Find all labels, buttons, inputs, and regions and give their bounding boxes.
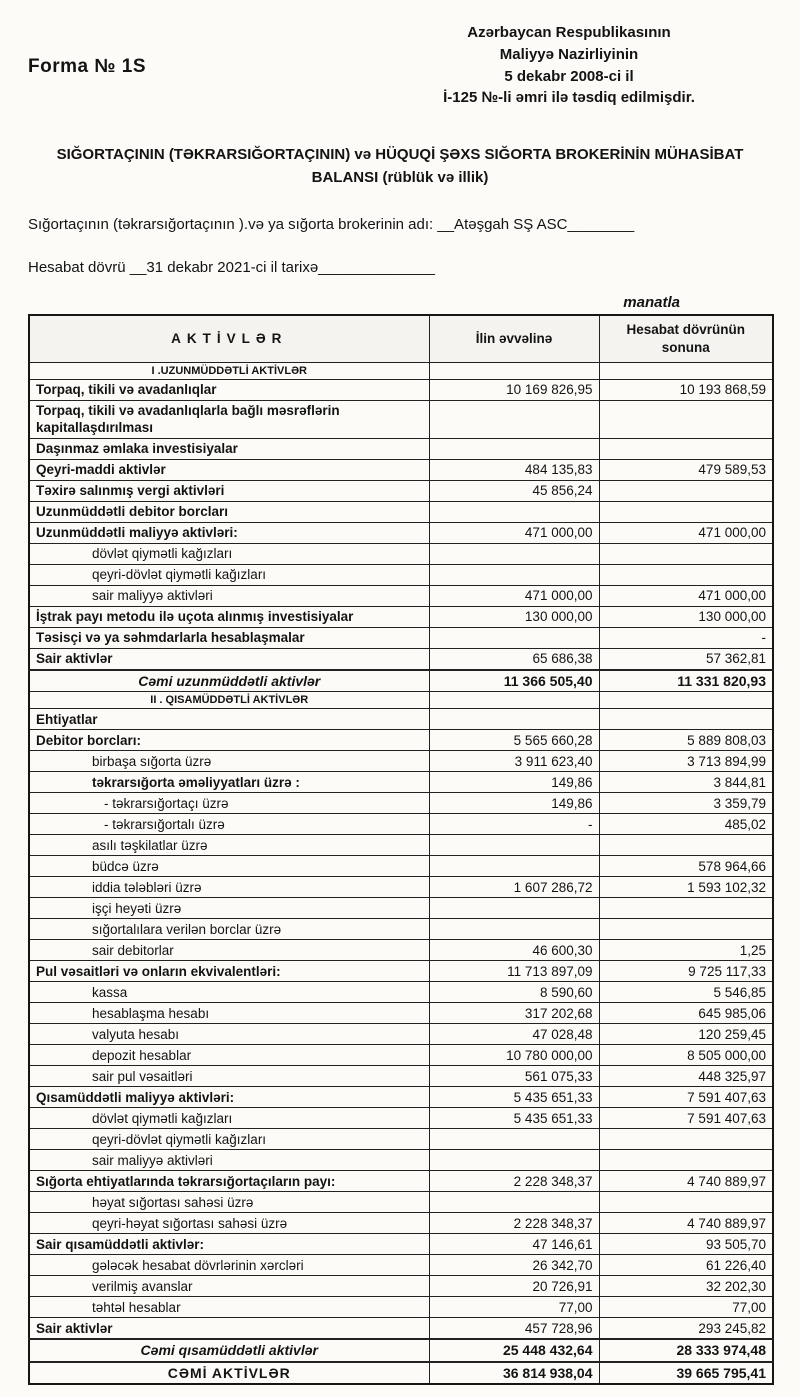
value-period-end: 10 193 868,59: [599, 379, 773, 400]
row-label: həyat sığortası sahəsi üzrə: [29, 1192, 429, 1213]
table-row: [29, 606, 773, 627]
report-period-label: Hesabat dövrü: [28, 258, 126, 276]
row-label: sığortalılara verilən borclar üzrə: [29, 919, 429, 940]
value-year-start: [429, 898, 599, 919]
row-label: sair debitorlar: [29, 940, 429, 961]
value-period-end: 578 964,66: [599, 856, 773, 877]
value-year-start: 26 342,70: [429, 1255, 599, 1276]
row-label: Qısamüddətli maliyyə aktivləri:: [29, 1087, 429, 1108]
value-period-end: 471 000,00: [599, 522, 773, 543]
value-year-start: 45 856,24: [429, 480, 599, 501]
approval-line: Maliyyə Nazirliyinin: [499, 45, 639, 63]
value-period-end: [599, 919, 773, 940]
value-period-end: [599, 709, 773, 730]
section-row: [29, 692, 773, 709]
value-year-start: 47 146,61: [429, 1234, 599, 1255]
row-label: işçi heyəti üzrə: [29, 898, 429, 919]
value-period-end: [599, 564, 773, 585]
value-period-end: 7 591 407,63: [599, 1108, 773, 1129]
row-label: Debitor borcları:: [29, 730, 429, 751]
report-period-value: __31 dekabr 2021-ci il tarixə______________: [129, 258, 435, 276]
table-row: [29, 379, 773, 400]
table-row: [29, 1129, 773, 1150]
insurer-name-label: Sığortaçının (təkrarsığortaçının ).və ya sığorta brokerinin adı:: [28, 215, 434, 233]
row-label: Ehtiyatlar: [29, 709, 429, 730]
value-year-start: 561 075,33: [429, 1066, 599, 1087]
value-year-start: [429, 400, 599, 438]
row-label: gələcək hesabat dövrlərinin xərcləri: [29, 1255, 429, 1276]
table-header-row: [29, 315, 773, 363]
value-period-end: 39 665 795,41: [599, 1362, 773, 1384]
row-label: - təkrarsığortaçı üzrə: [29, 793, 429, 814]
balance-sheet-table: [28, 314, 774, 1385]
value-period-end: [599, 1129, 773, 1150]
table-row: [29, 1087, 773, 1108]
row-label: Sair qısamüddətli aktivlər:: [29, 1234, 429, 1255]
value-year-start: [429, 362, 599, 379]
value-period-end: 485,02: [599, 814, 773, 835]
row-label: Uzunmüddətli debitor borcları: [29, 501, 429, 522]
value-year-start: [429, 1150, 599, 1171]
form-number-label: Forma № 1S: [28, 56, 147, 77]
value-year-start: [429, 543, 599, 564]
value-period-end: 7 591 407,63: [599, 1087, 773, 1108]
value-year-start: 36 814 938,04: [429, 1362, 599, 1384]
value-period-end: 5 889 808,03: [599, 730, 773, 751]
value-year-start: 2 228 348,37: [429, 1171, 599, 1192]
row-label: depozit hesablar: [29, 1045, 429, 1066]
table-row: [29, 1066, 773, 1087]
value-period-end: 57 362,81: [599, 648, 773, 670]
value-period-end: 3 359,79: [599, 793, 773, 814]
value-period-end: 4 740 889,97: [599, 1213, 773, 1234]
value-period-end: [599, 898, 773, 919]
value-period-end: 645 985,06: [599, 1003, 773, 1024]
value-period-end: [599, 362, 773, 379]
value-period-end: 11 331 820,93: [599, 670, 773, 692]
value-year-start: 484 135,83: [429, 459, 599, 480]
table-row: [29, 1192, 773, 1213]
row-label: Torpaq, tikili və avadanlıqlarla bağlı məsrəflərin kapitallaşdırılması: [29, 400, 429, 438]
row-label: II . QISAMÜDDƏTLİ AKTİVLƏR: [29, 692, 429, 709]
insurer-name-value: __Atəşgah SŞ ASC________: [437, 215, 635, 233]
value-period-end: [599, 1192, 773, 1213]
row-label: iddia tələbləri üzrə: [29, 877, 429, 898]
row-label: qeyri-dövlət qiymətli kağızları: [29, 1129, 429, 1150]
value-year-start: 11 366 505,40: [429, 670, 599, 692]
value-period-end: 130 000,00: [599, 606, 773, 627]
value-year-start: 1 607 286,72: [429, 877, 599, 898]
value-period-end: 93 505,70: [599, 1234, 773, 1255]
value-period-end: 3 844,81: [599, 772, 773, 793]
row-label: Qeyri-maddi aktivlər: [29, 459, 429, 480]
row-label: Torpaq, tikili və avadanlıqlar: [29, 379, 429, 400]
value-year-start: 5 435 651,33: [429, 1087, 599, 1108]
value-period-end: 9 725 117,33: [599, 961, 773, 982]
row-label: təhtəl hesablar: [29, 1297, 429, 1318]
value-period-end: 77,00: [599, 1297, 773, 1318]
document-title-line1: SIĞORTAÇININ (TƏKRARSIĞORTAÇININ) və HÜQUQİ ŞƏXS SIĞORTA BROKERİNİN MÜHASİBAT: [56, 146, 744, 163]
table-row: [29, 648, 773, 670]
value-period-end: -: [599, 627, 773, 648]
value-year-start: 77,00: [429, 1297, 599, 1318]
approval-line: Azərbaycan Respublikasının: [467, 24, 671, 41]
table-row: [29, 501, 773, 522]
table-row: [29, 1150, 773, 1171]
row-label: sair maliyyə aktivləri: [29, 1150, 429, 1171]
row-label: Sığorta ehtiyatlarında təkrarsığortaçıların payı:: [29, 1171, 429, 1192]
value-year-start: 10 169 826,95: [429, 379, 599, 400]
table-row: [29, 400, 773, 438]
value-year-start: [429, 1129, 599, 1150]
value-period-end: 293 245,82: [599, 1318, 773, 1340]
total-row: [29, 1362, 773, 1384]
value-period-end: [599, 480, 773, 501]
value-year-start: 2 228 348,37: [429, 1213, 599, 1234]
table-row: [29, 814, 773, 835]
value-period-end: 3 713 894,99: [599, 751, 773, 772]
table-row: [29, 459, 773, 480]
value-period-end: [599, 501, 773, 522]
insurer-name-line: [28, 216, 772, 233]
table-row: [29, 522, 773, 543]
value-year-start: 10 780 000,00: [429, 1045, 599, 1066]
value-year-start: 457 728,96: [429, 1318, 599, 1340]
value-period-end: 1 593 102,32: [599, 877, 773, 898]
value-year-start: 317 202,68: [429, 1003, 599, 1024]
table-row: [29, 961, 773, 982]
table-row: [29, 856, 773, 877]
value-period-end: 28 333 974,48: [599, 1339, 773, 1361]
table-row: [29, 919, 773, 940]
row-label: Təxirə salınmış vergi aktivləri: [29, 480, 429, 501]
document-title-line2: BALANSI (rüblük və illik): [311, 169, 489, 187]
value-period-end: 1,25: [599, 940, 773, 961]
table-row: [29, 543, 773, 564]
table-row: [29, 730, 773, 751]
row-label: I .UZUNMÜDDƏTLİ AKTİVLƏR: [29, 362, 429, 379]
table-row: [29, 1045, 773, 1066]
table-row: [29, 1213, 773, 1234]
value-period-end: 5 546,85: [599, 982, 773, 1003]
table-row: [29, 877, 773, 898]
total-row: [29, 670, 773, 692]
table-row: [29, 793, 773, 814]
column-header-year-start: İlin əvvəlinə: [429, 315, 599, 363]
value-year-start: 46 600,30: [429, 940, 599, 961]
total-row: [29, 1339, 773, 1361]
row-label: kassa: [29, 982, 429, 1003]
row-label: verilmiş avanslar: [29, 1276, 429, 1297]
currency-note: manatla: [623, 293, 680, 311]
table-row: [29, 1318, 773, 1340]
value-year-start: [429, 919, 599, 940]
row-label: Təsisçi və ya səhmdarlarla hesablaşmalar: [29, 627, 429, 648]
table-row: [29, 1255, 773, 1276]
value-period-end: [599, 835, 773, 856]
row-label: qeyri-həyat sığortası sahəsi üzrə: [29, 1213, 429, 1234]
value-year-start: 5 565 660,28: [429, 730, 599, 751]
value-year-start: [429, 692, 599, 709]
value-year-start: 11 713 897,09: [429, 961, 599, 982]
table-row: [29, 1108, 773, 1129]
table-row: [29, 709, 773, 730]
row-label: Sair aktivlər: [29, 1318, 429, 1340]
row-label: dövlət qiymətli kağızları: [29, 543, 429, 564]
value-period-end: 4 740 889,97: [599, 1171, 773, 1192]
table-row: [29, 564, 773, 585]
value-period-end: 8 505 000,00: [599, 1045, 773, 1066]
row-label: sair pul vəsaitləri: [29, 1066, 429, 1087]
table-row: [29, 1297, 773, 1318]
value-year-start: 3 911 623,40: [429, 751, 599, 772]
value-year-start: 47 028,48: [429, 1024, 599, 1045]
row-label: qeyri-dövlət qiymətli kağızları: [29, 564, 429, 585]
table-row: [29, 627, 773, 648]
value-period-end: [599, 1150, 773, 1171]
table-row: [29, 438, 773, 459]
table-row: [29, 772, 773, 793]
value-period-end: [599, 692, 773, 709]
section-row: [29, 362, 773, 379]
table-row: [29, 1003, 773, 1024]
value-period-end: 61 226,40: [599, 1255, 773, 1276]
value-period-end: 120 259,45: [599, 1024, 773, 1045]
row-label: Uzunmüddətli maliyyə aktivləri:: [29, 522, 429, 543]
value-period-end: [599, 400, 773, 438]
value-year-start: [429, 438, 599, 459]
row-label: - təkrarsığortalı üzrə: [29, 814, 429, 835]
table-row: [29, 835, 773, 856]
value-year-start: [429, 709, 599, 730]
value-year-start: -: [429, 814, 599, 835]
document-header: [28, 14, 772, 109]
row-label: Cəmi qısamüddətli aktivlər: [29, 1339, 429, 1361]
value-year-start: 149,86: [429, 772, 599, 793]
row-label: büdcə üzrə: [29, 856, 429, 877]
column-header-period-end: Hesabat dövrünün sonuna: [599, 315, 773, 363]
value-year-start: 149,86: [429, 793, 599, 814]
value-year-start: 471 000,00: [429, 522, 599, 543]
value-period-end: [599, 438, 773, 459]
row-label: CƏMİ AKTİVLƏR: [29, 1362, 429, 1384]
row-label: Daşınmaz əmlaka investisiyalar: [29, 438, 429, 459]
row-label: dövlət qiymətli kağızları: [29, 1108, 429, 1129]
row-label: birbaşa sığorta üzrə: [29, 751, 429, 772]
value-year-start: 5 435 651,33: [429, 1108, 599, 1129]
table-row: [29, 1024, 773, 1045]
table-row: [29, 1171, 773, 1192]
row-label: hesablaşma hesabı: [29, 1003, 429, 1024]
row-label: asılı təşkilatlar üzrə: [29, 835, 429, 856]
table-row: [29, 751, 773, 772]
row-label: Cəmi uzunmüddətli aktivlər: [29, 670, 429, 692]
value-year-start: 20 726,91: [429, 1276, 599, 1297]
value-year-start: [429, 501, 599, 522]
value-year-start: [429, 1192, 599, 1213]
row-label: təkrarsığorta əməliyyatları üzrə :: [29, 772, 429, 793]
table-row: [29, 982, 773, 1003]
document-title: [28, 143, 772, 190]
table-row: [29, 480, 773, 501]
approval-block: [384, 22, 754, 109]
row-label: sair maliyyə aktivləri: [29, 585, 429, 606]
table-row: [29, 1234, 773, 1255]
value-year-start: [429, 627, 599, 648]
value-year-start: [429, 835, 599, 856]
value-period-end: 471 000,00: [599, 585, 773, 606]
value-year-start: [429, 564, 599, 585]
table-row: [29, 940, 773, 961]
column-header-assets: AKTİVLƏR: [29, 315, 429, 363]
row-label: Sair aktivlər: [29, 648, 429, 670]
row-label: valyuta hesabı: [29, 1024, 429, 1045]
row-label: İştrak payı metodu ilə uçota alınmış investisiyalar: [29, 606, 429, 627]
value-year-start: 25 448 432,64: [429, 1339, 599, 1361]
value-year-start: 8 590,60: [429, 982, 599, 1003]
value-year-start: 65 686,38: [429, 648, 599, 670]
value-period-end: [599, 543, 773, 564]
value-period-end: 479 589,53: [599, 459, 773, 480]
value-period-end: 448 325,97: [599, 1066, 773, 1087]
report-period-line: [28, 259, 772, 276]
table-row: [29, 898, 773, 919]
value-year-start: 471 000,00: [429, 585, 599, 606]
value-period-end: 32 202,30: [599, 1276, 773, 1297]
table-body: [29, 362, 773, 1384]
value-year-start: 130 000,00: [429, 606, 599, 627]
table-row: [29, 585, 773, 606]
value-year-start: [429, 856, 599, 877]
row-label: Pul vəsaitləri və onların ekvivalentləri:: [29, 961, 429, 982]
table-row: [29, 1276, 773, 1297]
approval-line: 5 dekabr 2008-ci il: [504, 67, 634, 85]
approval-line: İ-125 №-li əmri ilə təsdiq edilmişdir.: [443, 89, 695, 107]
